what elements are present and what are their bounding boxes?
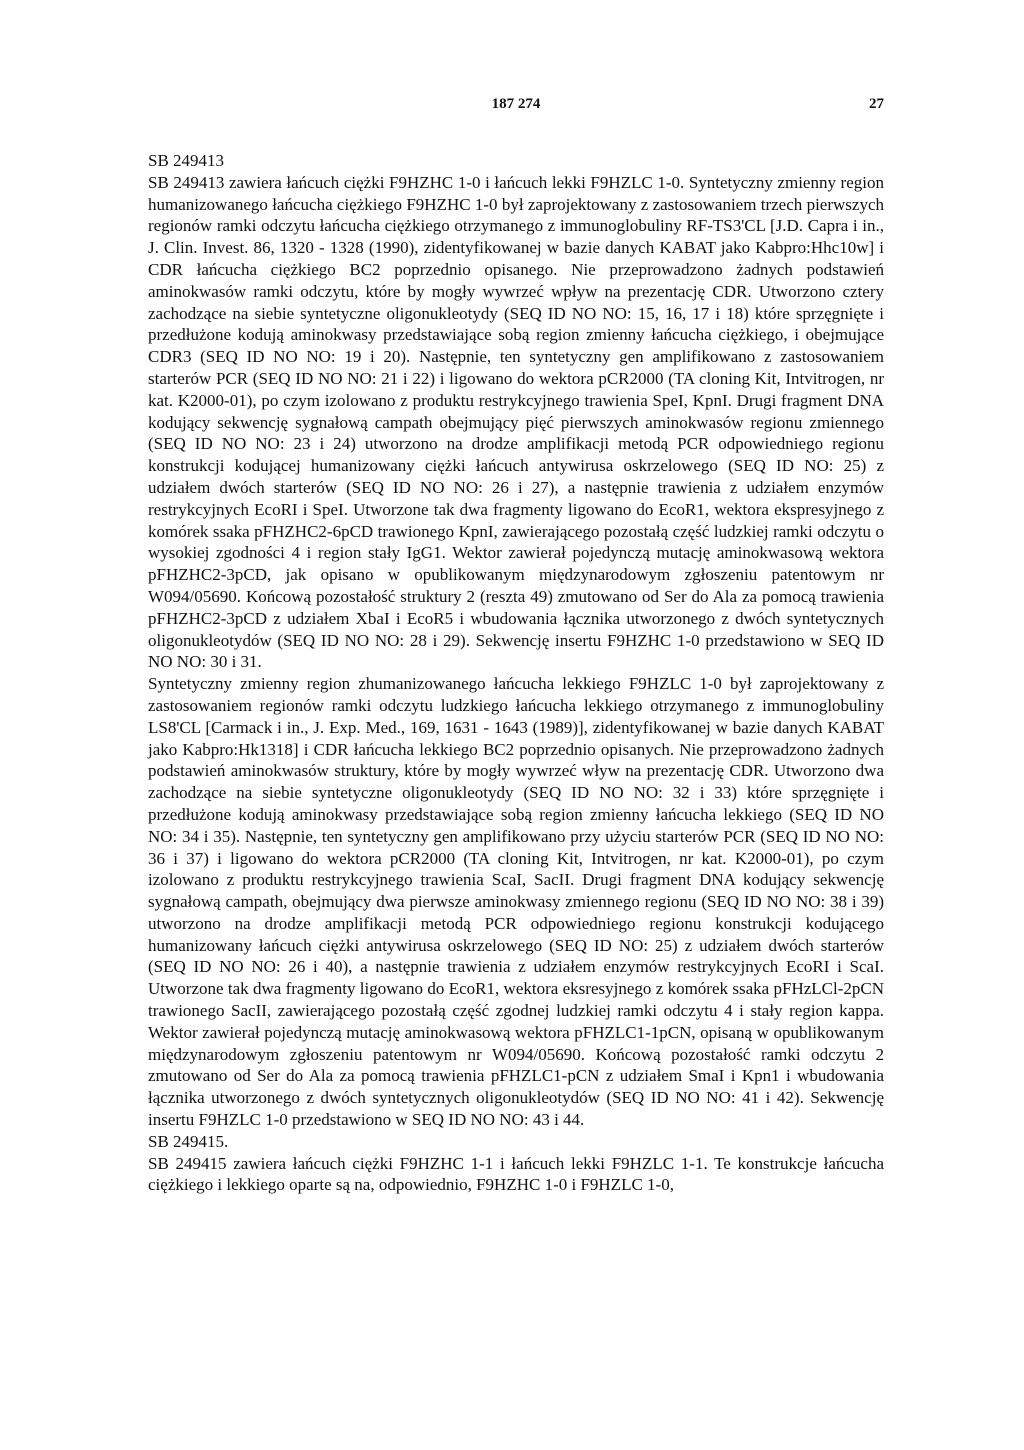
document-body (148, 150, 884, 1196)
paragraph-light-chain: Syntetyczny zmienny region zhumanizowanego łańcucha lekkiego F9HZLC 1-0 był zaprojektowany z zastosowaniem regionów ramki odczytu ludzkiego łańcucha lekkiego otrzymanego z immunoglobuliny LS8'CL [Carmack i in., J. Exp. Med., 169, 1631 - 1643 (1989)], zidentyfikowanej w bazie danych KABAT jako Kabpro:Hk1318] i CDR łańcucha lekkiego BC2 poprzednio opisanych. Nie przeprowadzono żadnych podstawień aminokwasów struktury, które by mogły wywrzeć wływ na prezentację CDR. Utworzono dwa zachodzące na siebie syntetyczne oligonukleotydy (SEQ ID NO NO: 32 i 33) które sprzęgnięte i przedłużone kodują aminokwasy przedstawiające sobą region zmienny łańcucha lekkiego (SEQ ID NO NO: 34 i 35). Następnie, ten syntetyczny gen amplifikowano przy użyciu starterów PCR (SEQ ID NO NO: 36 i 37) i ligowano do wektora pCR2000 (TA cloning Kit, Intvitrogen, nr kat. K2000-01), po czym izolowano z produktu restrykcyjnego trawienia ScaI, SacII. Drugi fragment DNA kodujący sekwencję sygnałową campath, obejmujący dwa pierwsze aminokwasy zmiennego regionu (SEQ ID NO NO: 38 i 39) utworzono na drodze amplifikacji metodą PCR odpowiedniego regionu konstrukcji kodującego humanizowany łańcuch ciężki antywirusa oskrzelowego (SEQ ID NO: 25) z udziałem dwóch starterów (SEQ ID NO NO: 26 i 40), a następnie trawienia z udziałem enzymów restrykcyjnych EcoRI i ScaI. Utworzone tak dwa fragmenty ligowano do EcoR1, wektora eksresyjnego z komórek ssaka pFHzLCl-2pCN trawionego SacII, zawierającego pozostałą część zgodnej ludzkiej ramki odczytu 4 i stały region kappa. Wektor zawierał pojedynczą mutację aminokwasową wektora pFHZLC1-1pCN, opisaną w opublikowanym międzynarodowym zgłoszeniu patentowym nr W094/05690. Końcową pozostałość ramki odczytu 2 zmutowano od Ser do Ala za pomocą trawienia pFHZLC1-pCN z udziałem SmaI i Kpn1 i wbudowania łącznika utworzonego z dwóch syntetycznych oligonukleotydów (SEQ ID NO NO: 41 i 42). Sekwencję insertu F9HZLC 1-0 przedstawiono w SEQ ID NO NO: 43 i 44. (148, 674, 884, 1130)
page-number: 27 (869, 96, 884, 112)
paragraph-sb249415: SB 249415 zawiera łańcuch ciężki F9HZHC 1-1 i łańcuch lekki F9HZLC 1-1. Te konstrukcje łańcucha ciężkiego i lekkiego oparte są na, odpowiednio, F9HZHC 1-0 i F9HZLC 1-0, (148, 1153, 884, 1195)
page-header (148, 96, 884, 118)
section-heading-sb249415: SB 249415. (148, 1131, 229, 1151)
paragraph-heavy-chain: SB 249413 zawiera łańcuch ciężki F9HZHC 1-0 i łańcuch lekki F9HZLC 1-0. Syntetyczny zmienny region humanizowanego łańcucha ciężkiego F9HZHC 1-0 był zaprojektowany z zastosowaniem trzech pierwszych regionów ramki odczytu łańcucha ciężkiego otrzymanego z immunoglobuliny RF-TS3'CL [J.D. Capra i in., J. Clin. Invest. 86, 1320 - 1328 (1990), zidentyfikowanej w bazie danych KABAT jako Kabpro:Hhc10w] i CDR łańcucha ciężkiego BC2 poprzednio opisanego. Nie przeprowadzono żadnych podstawień aminokwasów ramki odczytu, które by mogły wywrzeć wpływ na prezentację CDR. Utworzono cztery zachodzące na siebie syntetyczne oligonukleotydy (SEQ ID NO NO: 15, 16, 17 i 18) które sprzęgnięte i przedłużone kodują aminokwasy przedstawiające sobą region zmienny łańcucha ciężkiego, i obejmujące CDR3 (SEQ ID NO NO: 19 i 20). Następnie, ten syntetyczny gen amplifikowano z zastosowaniem starterów PCR (SEQ ID NO NO: 21 i 22) i ligowano do wektora pCR2000 (TA cloning Kit, Intvitrogen, nr kat. K2000-01), po czym izolowano z produktu restrykcyjnego trawienia SpeI, KpnI. Drugi fragment DNA kodujący sekwencję sygnałową campath obejmujący pięć pierwszych aminokwasów regionu zmiennego (SEQ ID NO NO: 23 i 24) utworzono na drodze amplifikacji metodą PCR odpowiedniego regionu konstrukcji kodującej humanizowany ciężki łańcuch antywirusa oskrzelowego (SEQ ID NO: 25) z udziałem dwóch starterów (SEQ ID NO NO: 26 i 27), a następnie trawienia z udziałem enzymów restrykcyjnych EcoRI i SpeI. Utworzone tak dwa fragmenty ligowano do EcoR1, wektora ekspresyjnego z komórek ssaka pFHZHC2-6pCD trawionego KpnI, zawierającego pozostałą część ludzkiej ramki odczytu o wysokiej zgodności 4 i region stały IgG1. Wektor zawierał pojedynczą mutację aminokwasową wektora pFHZHC2-3pCD, jak opisano w opublikowanym międzynarodowym zgłoszeniu patentowym nr W094/05690. Końcową pozostałość struktury 2 (reszta 49) zmutowano od Ser do Ala za pomocą trawienia pFHZHC2-3pCD z udziałem XbaI i EcoR5 i wbudowania łącznika utworzonego z dwóch syntetycznych oligonukleotydów (SEQ ID NO NO: 28 i 29). Sekwencję insertu F9HZHC 1-0 przedstawiono w SEQ ID NO NO: 30 i 31. (148, 172, 884, 672)
patent-number: 187 274 (491, 96, 541, 112)
section-heading-sb249413: SB 249413 (148, 151, 225, 170)
